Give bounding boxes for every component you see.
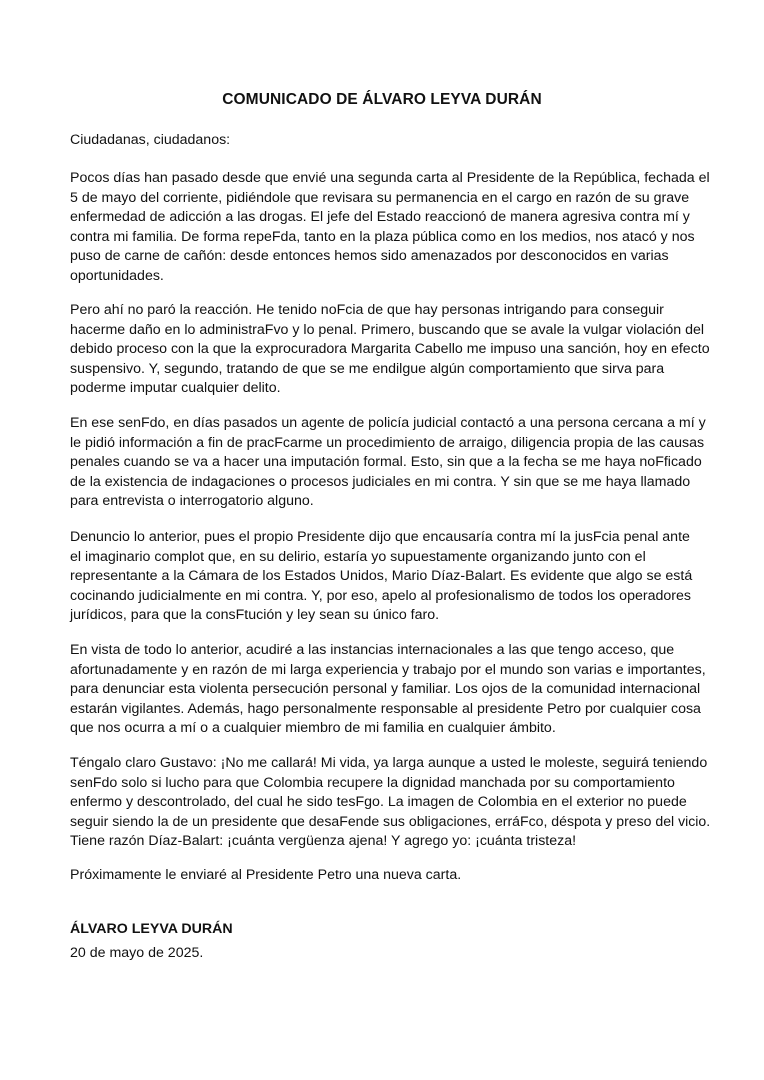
paragraph-3 bbox=[70, 414, 710, 512]
paragraph-line: enfermedad de adicción a las drogas. El jefe del Estado reaccionó de manera agresiva contra mí y bbox=[70, 209, 690, 226]
signature: ÁLVARO LEYVA DURÁN bbox=[70, 921, 233, 937]
paragraph-line: hacerme daño en lo administraFvo y lo penal. Primero, buscando que se avale la vulgar violación del bbox=[70, 321, 705, 338]
paragraph-line: oportunidades. bbox=[70, 267, 164, 284]
paragraph-1 bbox=[70, 169, 710, 287]
paragraph-line: poderme imputar cualquier delito. bbox=[70, 380, 281, 397]
paragraph-line: jurídicos, para que la consFtución y ley sean su único faro. bbox=[70, 607, 440, 624]
paragraph-4 bbox=[70, 528, 710, 626]
paragraph-line: le pidió información a fin de pracFcarme un procedimiento de arraigo, diligencia propia de las causas bbox=[70, 434, 705, 451]
paragraph-line: seguir siendo la de un presidente que desaFende sus obligaciones, erráFco, déspota y preso del vicio. bbox=[70, 813, 711, 830]
paragraph-5 bbox=[70, 641, 710, 739]
paragraph-line: Tiene razón Díaz-Balart: ¡cuánta vergüenza ajena! Y agrego yo: ¡cuánta tristeza! bbox=[70, 833, 577, 850]
paragraph-line: Próximamente le enviaré al Presidente Petro una nueva carta. bbox=[70, 867, 462, 883]
paragraph-line: para denunciar esta violenta persecución personal y familiar. Los ojos de la comunidad internacional bbox=[70, 681, 701, 698]
paragraph-line: para entrevista o interrogatorio alguno. bbox=[70, 493, 314, 510]
paragraph-line: Pocos días han pasado desde que envié una segunda carta al Presidente de la República, fechada el bbox=[70, 170, 710, 186]
paragraph-6 bbox=[70, 754, 710, 852]
paragraph-2 bbox=[70, 301, 710, 399]
paragraph-line: Téngalo claro Gustavo: ¡No me callará! Mi vida, ya larga aunque a usted le moleste, seguirá teniendo bbox=[70, 755, 708, 771]
paragraph-line: senFdo solo si lucho para que Colombia recupere la dignidad manchada por su comportamiento bbox=[70, 774, 675, 791]
paragraph-line: cocinando judicialmente en mi contra. Y, por eso, apelo al profesionalismo de todos los operadores bbox=[70, 587, 691, 604]
paragraph-line: el imaginario complot que, en su delirio, estaría yo supuestamente organizando junto con el bbox=[70, 548, 646, 565]
paragraph-line: que nos ocurra a mí o a cualquier miembro de mi familia en cualquier ámbito. bbox=[70, 720, 556, 737]
paragraph-line: En ese senFdo, en días pasados un agente de policía judicial contactó a una persona cercana a mí y bbox=[70, 415, 706, 431]
paragraph-line: penales cuando se va a hacer una imputación formal. Esto, sin que a la fecha se me haya noFficado bbox=[70, 454, 702, 471]
paragraph-line: enfermo y descontrolado, del cual he sido tesFgo. La imagen de Colombia en el exterior no puede bbox=[70, 794, 687, 811]
paragraph-line: Denuncio lo anterior, pues el propio Presidente dijo que encausaría contra mí la jusFcia penal ante bbox=[70, 529, 690, 545]
document-title: COMUNICADO DE ÁLVARO LEYVA DURÁN bbox=[222, 91, 542, 108]
paragraph-line: En vista de todo lo anterior, acudiré a las instancias internacionales a las que tengo acceso, que bbox=[70, 642, 675, 658]
paragraph-line: contra mi familia. De forma repeFda, tanto en la plaza pública como en los medios, nos atacó y nos bbox=[70, 228, 695, 245]
paragraph-line: Pero ahí no paró la reacción. He tenido noFcia de que hay personas intrigando para conseguir bbox=[70, 302, 664, 318]
greeting: Ciudadanas, ciudadanos: bbox=[70, 132, 231, 148]
paragraph-line: puso de carne de cañón: desde entonces hemos sido amenazados por desconocidos en varias bbox=[70, 248, 669, 265]
paragraph-line: estarán vigilantes. Además, hago personalmente responsable al presidente Petro por cualquier cosa bbox=[70, 700, 701, 717]
paragraph-line: debido proceso con la que la exprocuradora Margarita Cabello me impuso una sanción, hoy en efecto bbox=[70, 341, 710, 358]
paragraph-line: 5 de mayo del corriente, pidiéndole que revisara su permanencia en el cargo en razón de su grave bbox=[70, 189, 690, 206]
paragraph-line: de la existencia de indagaciones o procesos judiciales en mi contra. Y sin que se me haya llamado bbox=[70, 473, 691, 490]
paragraph-line: afortunadamente y en razón de mi larga experiencia y trabajo por el mundo son varias e importantes, bbox=[70, 661, 706, 678]
paragraph-7 bbox=[70, 866, 710, 886]
date: 20 de mayo de 2025. bbox=[70, 945, 204, 961]
paragraph-line: representante a la Cámara de los Estados Unidos, Mario Díaz-Balart. Es evidente que algo se está bbox=[70, 568, 693, 585]
paragraph-line: suspensivo. Y, segundo, tratando de que se me endilgue algún comportamiento que sirva para bbox=[70, 360, 665, 377]
